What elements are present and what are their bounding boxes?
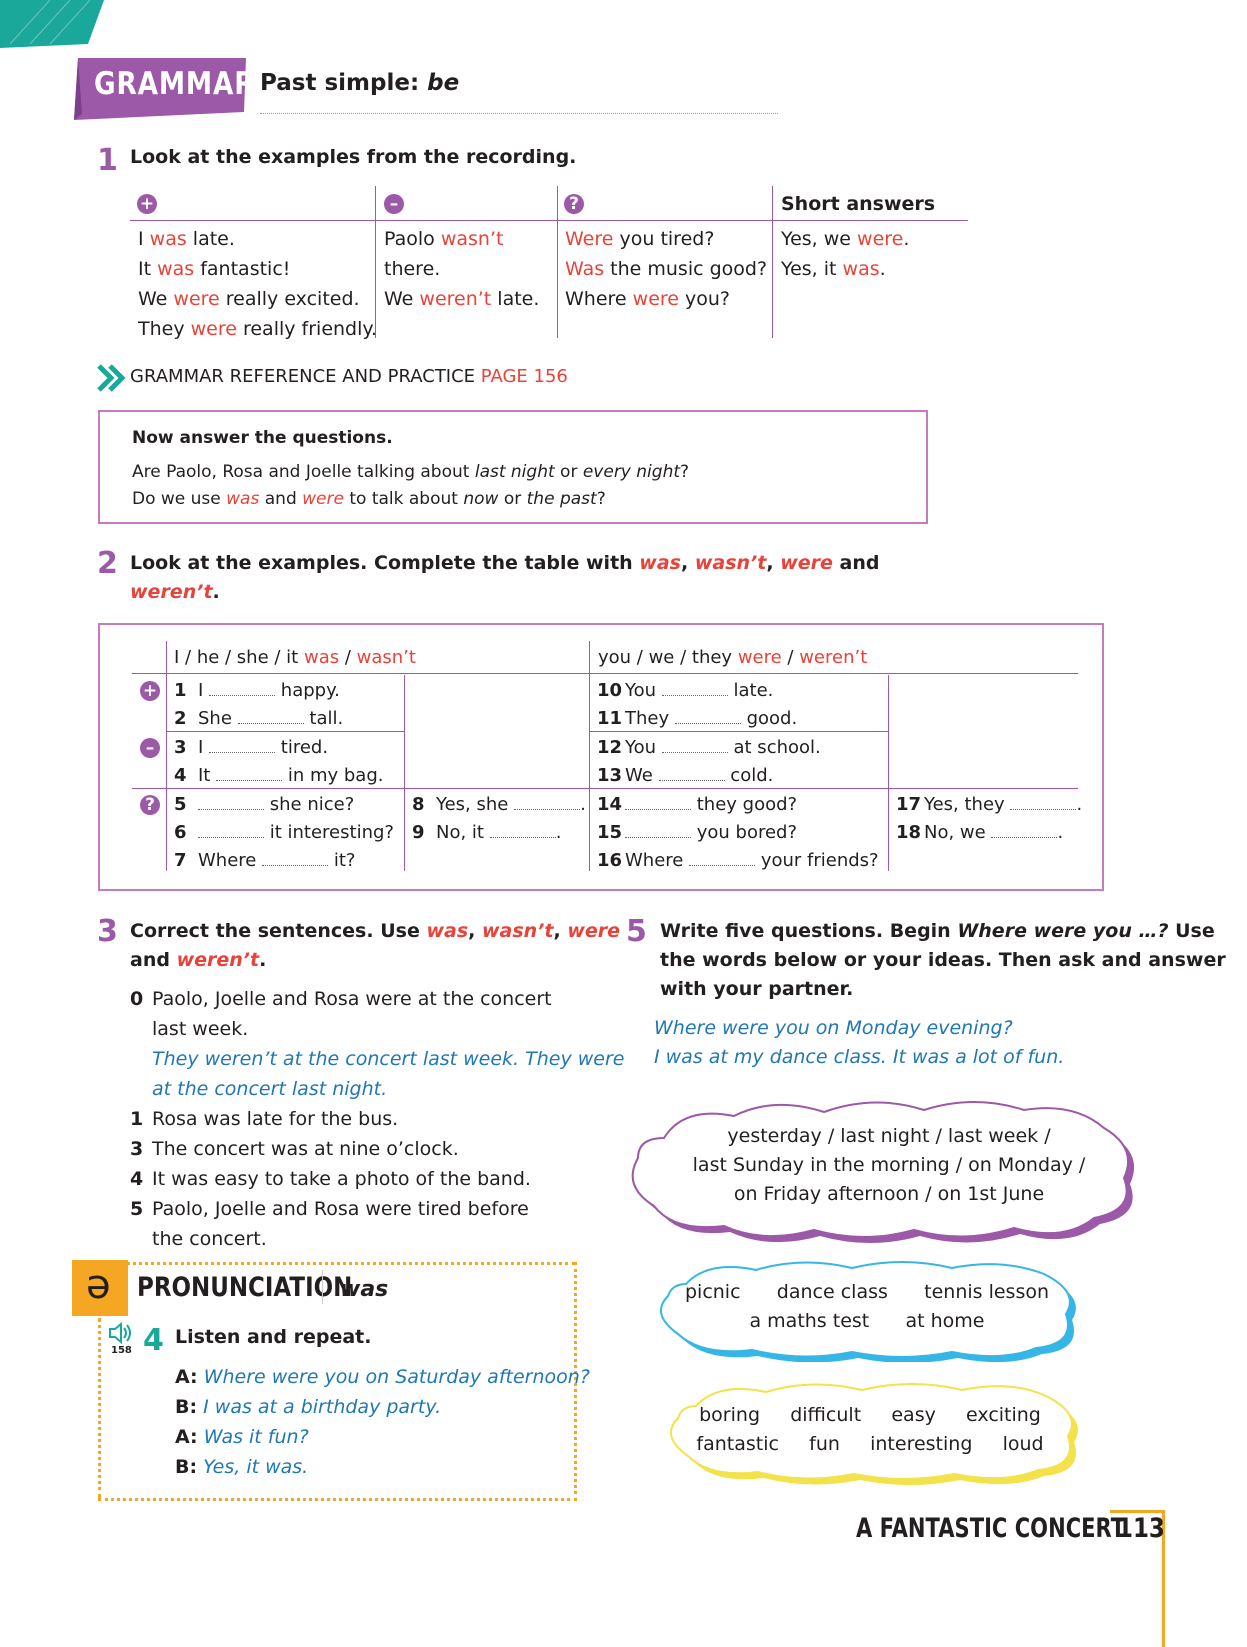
table-item: 1 I happy. [174, 680, 340, 701]
pronunciation-word: was [340, 1277, 389, 1302]
negative-examples [384, 224, 539, 314]
exercise-number-3: 3 [97, 914, 118, 949]
table-item: 8 Yes, she . [412, 794, 586, 815]
vrule-mid [589, 641, 590, 871]
question-icon: ? [564, 194, 584, 214]
table-item: 15 you bored? [597, 822, 798, 843]
list-item: the concert. [152, 1228, 267, 1250]
table-item: 12 You at school. [597, 737, 821, 758]
answer-blank[interactable] [675, 709, 741, 724]
table-item: 6 it interesting? [174, 822, 394, 843]
answer-blank[interactable] [198, 795, 264, 810]
table-item: 7 Where it? [174, 850, 356, 871]
items-3-4 [174, 734, 384, 790]
pronunciation-box-left [98, 1318, 101, 1498]
dialogue-line: A: Where were you on Saturday afternoon? [175, 1366, 590, 1388]
word-chip: difficult [790, 1404, 862, 1426]
answer-blank[interactable] [625, 795, 691, 810]
title-rule [260, 113, 778, 114]
table-item: 18 No, we . [896, 822, 1064, 843]
list-item: 4 It was easy to take a photo of the band. [130, 1168, 531, 1190]
example-answer: They weren’t at the concert last week. They were [152, 1048, 625, 1070]
exercise-number-4: 4 [143, 1323, 164, 1358]
table-item: 17 Yes, they . [896, 794, 1083, 815]
short-answers-header: Short answers [781, 193, 936, 215]
table-item: 10 You late. [597, 680, 774, 701]
places-words [660, 1278, 1074, 1336]
exercise-number-2: 2 [97, 546, 118, 581]
affirmative-examples [138, 224, 377, 344]
answer-blank[interactable] [514, 795, 580, 810]
dialogue-line: B: Yes, it was. [175, 1456, 309, 1478]
answer-blank[interactable] [198, 823, 264, 838]
double-chevron-icon [96, 363, 128, 393]
word-chip: fun [809, 1433, 840, 1455]
table-item: 3 I tired. [174, 737, 329, 758]
table-item: 5 she nice? [174, 794, 355, 815]
audio-track-number: 158 [111, 1345, 132, 1356]
exercise-5-example: Where were you on Monday evening? I was at my dance class. It was a lot of fun. [654, 1017, 1065, 1068]
answer-blank[interactable] [625, 823, 691, 838]
answer-blank[interactable] [209, 738, 275, 753]
questions-box-q2: Do we use was and were to talk about now or the past? [132, 489, 606, 509]
corner-decoration [0, 0, 110, 48]
answer-blank[interactable] [659, 766, 725, 781]
word-chip: boring [699, 1404, 761, 1426]
adjective-words [670, 1401, 1070, 1459]
example-row: It was fantastic! [138, 258, 291, 280]
example-row: Was the music good? [565, 258, 768, 280]
grammar-reference-page: PAGE 156 [480, 366, 568, 387]
table-head-right: you / we / they were / weren’t [598, 647, 868, 668]
dialogue [175, 1362, 590, 1482]
exercise-4-instruction: Listen and repeat. [175, 1326, 372, 1348]
word-chip: interesting [870, 1433, 973, 1455]
answer-blank[interactable] [262, 851, 328, 866]
table-head-rule [132, 673, 1078, 674]
question-icon: ? [140, 795, 160, 815]
example-row: I was late. [138, 228, 235, 250]
table-header-rule [130, 220, 968, 221]
items-12-13 [597, 734, 821, 790]
answer-blank[interactable] [209, 681, 275, 696]
plus-icon: + [137, 194, 157, 214]
items-1-2 [174, 677, 343, 733]
time-expression-line: last Sunday in the morning / on Monday / [692, 1154, 1086, 1176]
example-row: Yes, we were. [781, 228, 910, 250]
minus-icon: – [384, 194, 404, 214]
table-item: 16 Where your friends? [597, 850, 879, 871]
completion-table [98, 623, 1104, 891]
schwa-badge [72, 1260, 128, 1316]
time-expression-line: on Friday afternoon / on 1st June [733, 1183, 1045, 1205]
answer-blank[interactable] [238, 709, 304, 724]
items-10-11 [597, 677, 797, 733]
example-row: They were really friendly. [138, 318, 377, 340]
example-row: there. [384, 258, 441, 280]
exercise-5-instruction: Write five questions. Begin Where were you …? Use the words below or your ideas. Then ask and answer with your partner. [660, 920, 1226, 1000]
col-divider-3 [772, 186, 773, 338]
dialogue-line: B: I was at a birthday party. [175, 1396, 442, 1418]
example-answer: at the concert last night. [152, 1078, 388, 1100]
page-title [260, 70, 459, 96]
word-chip: picnic [684, 1281, 741, 1303]
vrule-left [166, 641, 167, 871]
example-row: We weren’t late. [384, 288, 540, 310]
table-item: 13 We cold. [597, 765, 774, 786]
pronunciation-title: PRONUNCIATION [137, 1272, 353, 1303]
time-expressions [646, 1122, 1132, 1209]
minus-icon: – [140, 738, 160, 758]
example-row: Paolo wasn’t [384, 228, 504, 250]
word-chip: fantastic [696, 1433, 779, 1455]
items-8-9 [412, 791, 586, 847]
questions-box [98, 410, 928, 524]
grammar-badge [72, 56, 256, 118]
answer-blank[interactable] [662, 681, 728, 696]
page-number: 113 [1117, 1513, 1165, 1544]
grammar-reference-link[interactable] [130, 366, 568, 387]
word-chip: at home [905, 1310, 985, 1332]
plus-icon: + [140, 681, 160, 701]
exercise-1-instruction: Look at the examples from the recording. [130, 146, 577, 168]
grammar-badge-label: GRAMMAR [94, 66, 256, 102]
items-14-16 [597, 791, 879, 875]
dialogue-line: A: Was it fun? [175, 1426, 309, 1448]
answer-blank[interactable] [991, 823, 1057, 838]
answer-blank[interactable] [216, 766, 282, 781]
question-examples [565, 224, 767, 314]
answer-blank[interactable] [490, 823, 556, 838]
list-item: 0 Paolo, Joelle and Rosa were at the concert [130, 988, 552, 1010]
unit-title: A FANTASTIC CONCERT [856, 1513, 1126, 1544]
exercise-number-1: 1 [97, 143, 118, 178]
vrule-b [888, 675, 889, 871]
word-chip: a maths test [749, 1310, 870, 1332]
questions-box-q1: Are Paolo, Rosa and Joelle talking about last night or every night? [132, 462, 690, 482]
word-chip: tennis lesson [924, 1281, 1050, 1303]
page-title-text: Past simple: [260, 70, 428, 96]
col-divider-2 [557, 186, 558, 338]
exercise-3-items [130, 984, 625, 1254]
table-head-left: I / he / she / it was / wasn’t [174, 647, 416, 668]
list-item: 1 Rosa was late for the bus. [130, 1108, 399, 1130]
table-item: 11 They good. [597, 708, 798, 729]
exercise-number-5: 5 [626, 914, 647, 949]
questions-box-title: Now answer the questions. [132, 428, 393, 448]
page-title-em: be [427, 70, 460, 96]
example-row: We were really excited. [138, 288, 360, 310]
list-item: 5 Paolo, Joelle and Rosa were tired before [130, 1198, 529, 1220]
vrule-a [404, 675, 405, 871]
word-chip: loud [1002, 1433, 1044, 1455]
pronunciation-box-top [120, 1262, 576, 1265]
word-chip: dance class [776, 1281, 888, 1303]
table-item: 4 It in my bag. [174, 765, 384, 786]
exercise-3-instruction: Correct the sentences. Use was, wasn’t, were and weren’t. [130, 920, 621, 971]
table-item: 9 No, it . [412, 822, 562, 843]
example-row: Were you tired? [565, 228, 715, 250]
answer-blank[interactable] [1010, 795, 1076, 810]
answer-blank[interactable] [662, 738, 728, 753]
time-expression-line: yesterday / last night / last week / [727, 1125, 1051, 1147]
list-item: last week. [152, 1018, 249, 1040]
word-chip: exciting [966, 1404, 1041, 1426]
grammar-reference-text: GRAMMAR REFERENCE AND PRACTICE [130, 366, 481, 387]
example-row: Where were you? [565, 288, 731, 310]
exercise-2-instruction: Look at the examples. Complete the table with was, wasn’t, were and weren’t. [130, 552, 880, 603]
list-item: 3 The concert was at nine o’clock. [130, 1138, 459, 1160]
items-17-18 [896, 791, 1082, 847]
example-row: Yes, it was. [781, 258, 886, 280]
pronunciation-divider [322, 1270, 323, 1304]
examples-table [130, 186, 970, 340]
audio-speaker-icon[interactable] [108, 1322, 134, 1344]
short-answer-examples [781, 224, 909, 284]
schwa-icon: ə [86, 1262, 111, 1308]
table-item: 14 they good? [597, 794, 798, 815]
word-chip: easy [891, 1404, 936, 1426]
answer-blank[interactable] [689, 851, 755, 866]
items-5-7 [174, 791, 394, 875]
table-item: 2 She tall. [174, 708, 344, 729]
